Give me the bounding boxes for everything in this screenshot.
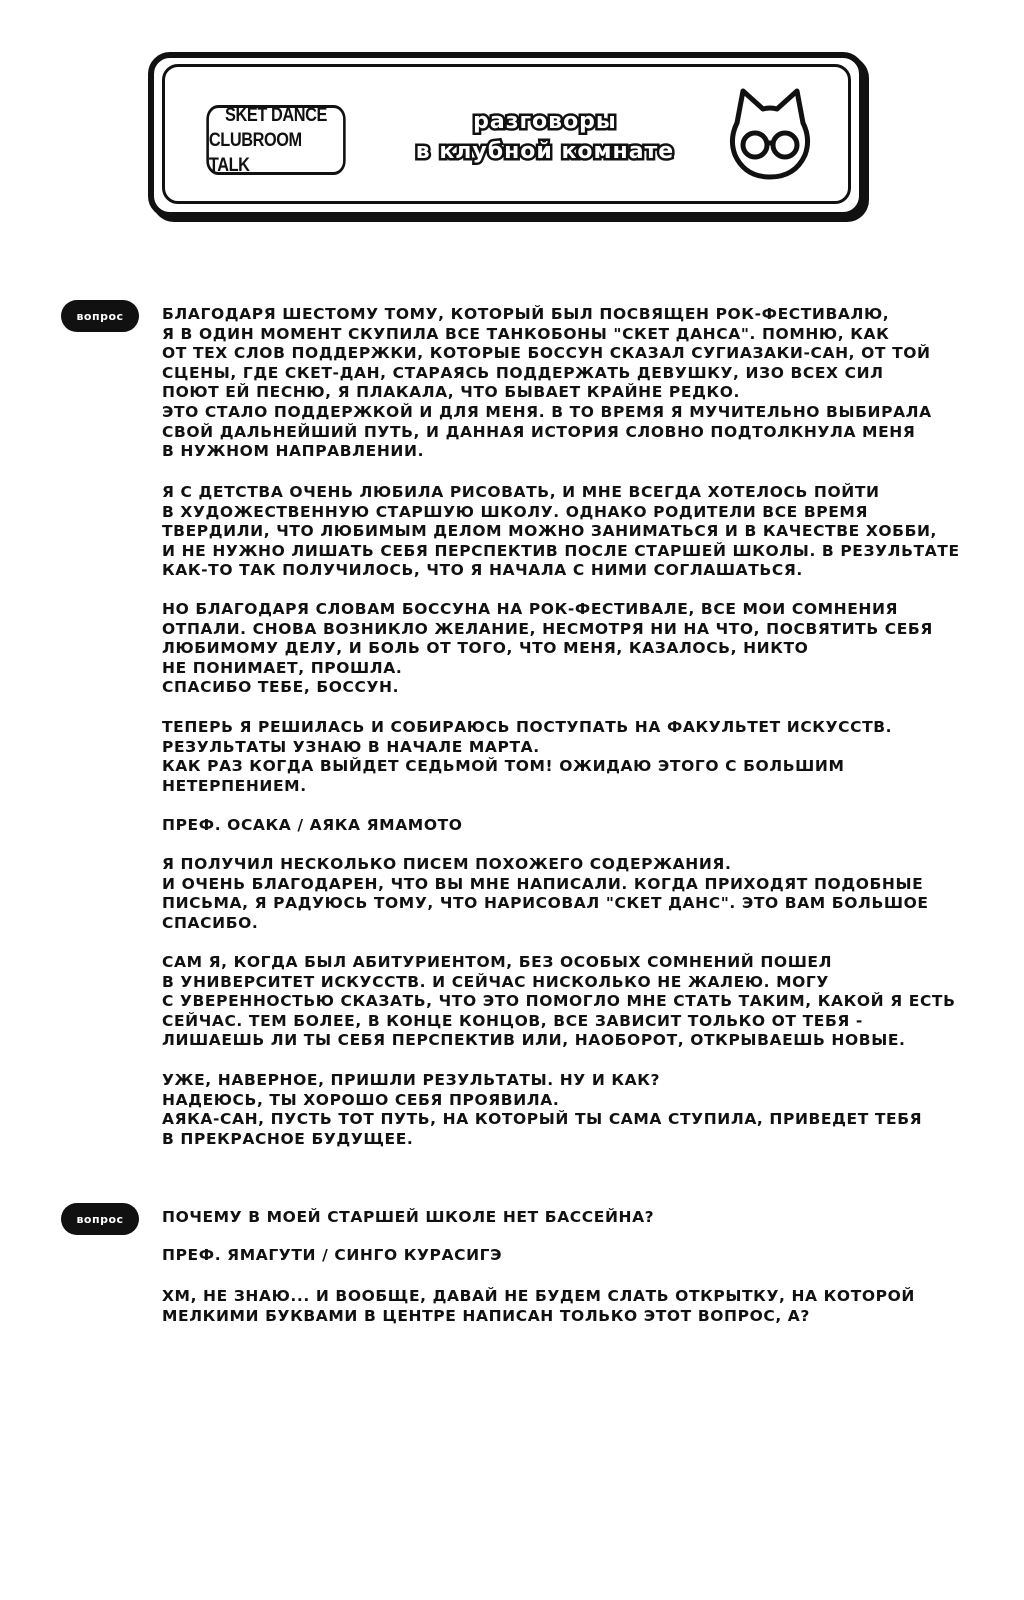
title-line2: в клубной комнате — [415, 139, 675, 164]
reader-letter-p3: НО БЛАГОДАРЯ СЛОВАМ БОССУНА НА РОК-ФЕСТИВАЛЕ, ВСЕ МОИ СОМНЕНИЯ ОТПАЛИ. СНОВА ВОЗНИКЛО ЖЕЛАНИЕ, НЕСМОТРЯ НИ НА ЧТО, ПОСВЯТИТЬ СЕБЯ ЛЮБИМОМУ ДЕЛУ, И БОЛЬ ОТ ТОГО, ЧТО МЕНЯ, КАЗАЛОСЬ, НИКТО НЕ ПОНИМАЕТ, ПРОШЛА. СПАСИБО ТЕБЕ, БОССУН. — [162, 600, 933, 697]
logo-line1: SKET DANCE — [225, 104, 327, 126]
title-line1: разговоры — [473, 109, 617, 134]
header-frame — [148, 52, 865, 218]
letter-author: ПРЕФ. ОСАКА / АЯКА ЯМАМОТО — [162, 816, 463, 834]
cat-glasses-icon — [725, 87, 815, 187]
header-inner-frame — [162, 64, 851, 204]
author-answer-p1: Я ПОЛУЧИЛ НЕСКОЛЬКО ПИСЕМ ПОХОЖЕГО СОДЕРЖАНИЯ. И ОЧЕНЬ БЛАГОДАРЕН, ЧТО ВЫ МНЕ НАПИСАЛИ. КОГДА ПРИХОДЯТ ПОДОБНЫЕ ПИСЬМА, Я РАДУЮСЬ ТОМУ, ЧТО НАРИСОВАЛ "СКЕТ ДАНС". ЭТО ВАМ БОЛЬШОЕ СПАСИБО. — [162, 855, 929, 932]
reader-letter-p1: БЛАГОДАРЯ ШЕСТОМУ ТОМУ, КОТОРЫЙ БЫЛ ПОСВЯЩЕН РОК-ФЕСТИВАЛЮ, Я В ОДИН МОМЕНТ СКУПИЛА ВСЕ ТАНКОБОНЫ "СКЕТ ДАНСА". ПОМНЮ, КАК ОТ ТЕХ СЛОВ ПОДДЕРЖКИ, КОТОРЫЕ БОССУН СКАЗАЛ СУГИАЗАКИ-САН, ОТ ТОЙ СЦЕНЫ, ГДЕ СКЕТ-ДАН, СТАРАЯСЬ ПОДДЕРЖАТЬ ДЕВУШКУ, ИЗО ВСЕХ СИЛ ПОЮТ ЕЙ ПЕСНЮ, Я ПЛАКАЛА, ЧТО БЫВАЕТ КРАЙНЕ РЕДКО. ЭТО СТАЛО ПОДДЕРЖКОЙ И ДЛЯ МЕНЯ. В ТО ВРЕМЯ Я МУЧИТЕЛЬНО ВЫБИРАЛА СВОЙ ДАЛЬНЕЙШИЙ ПУТЬ, И ДАННАЯ ИСТОРИЯ СЛОВНО ПОДТОЛКНУЛА МЕНЯ В НУЖНОМ НАПРАВЛЕНИИ. — [162, 305, 932, 461]
author-answer-p3: УЖЕ, НАВЕРНОЕ, ПРИШЛИ РЕЗУЛЬТАТЫ. НУ И КАК? НАДЕЮСЬ, ТЫ ХОРОШО СЕБЯ ПРОЯВИЛА. АЯКА-САН, ПУСТЬ ТОТ ПУТЬ, НА КОТОРЫЙ ТЫ САМА СТУПИЛА, ПРИВЕДЕТ ТЕБЯ В ПРЕКРАСНОЕ БУДУЩЕЕ. — [162, 1071, 923, 1148]
question-badge: вопрос — [61, 300, 139, 332]
author-answer-p2: САМ Я, КОГДА БЫЛ АБИТУРИЕНТОМ, БЕЗ ОСОБЫХ СОМНЕНИЙ ПОШЕЛ В УНИВЕРСИТЕТ ИСКУССТВ. И СЕЙЧАС НИСКОЛЬКО НЕ ЖАЛЕЮ. МОГУ С УВЕРЕННОСТЬЮ СКАЗАТЬ, ЧТО ЭТО ПОМОГЛО МНЕ СТАТЬ ТАКИМ, КАКОЙ Я ЕСТЬ СЕЙЧАС. ТЕМ БОЛЕЕ, В КОНЦЕ КОНЦОВ, ВСЕ ЗАВИСИТ ТОЛЬКО ОТ ТЕБЯ - ЛИШАЕШЬ ЛИ ТЫ СЕБЯ ПЕРСПЕКТИВ ИЛИ, НАОБОРОТ, ОТКРЫВАЕШЬ НОВЫЕ. — [162, 953, 956, 1050]
reader-letter-p2: Я С ДЕТСТВА ОЧЕНЬ ЛЮБИЛА РИСОВАТЬ, И МНЕ ВСЕГДА ХОТЕЛОСЬ ПОЙТИ В ХУДОЖЕСТВЕННУЮ СТАРШУЮ ШКОЛУ. ОДНАКО РОДИТЕЛИ ВСЕ ВРЕМЯ ТВЕРДИЛИ, ЧТО ЛЮБИМЫМ ДЕЛОМ МОЖНО ЗАНИМАТЬСЯ И В КАЧЕСТВЕ ХОББИ, И НЕ НУЖНО ЛИШАТЬ СЕБЯ ПЕРСПЕКТИВ ПОСЛЕ СТАРШЕЙ ШКОЛЫ. В РЕЗУЛЬТАТЕ КАК-ТО ТАК ПОЛУЧИЛОСЬ, ЧТО Я НАЧАЛА С НИМИ СОГЛАШАТЬСЯ. — [162, 483, 960, 580]
question-badge-2: вопрос — [61, 1203, 139, 1235]
reader-letter-p4: ТЕПЕРЬ Я РЕШИЛАСЬ И СОБИРАЮСЬ ПОСТУПАТЬ НА ФАКУЛЬТЕТ ИСКУССТВ. РЕЗУЛЬТАТЫ УЗНАЮ В НАЧАЛЕ МАРТА. КАК РАЗ КОГДА ВЫЙДЕТ СЕДЬМОЙ ТОМ! ОЖИДАЮ ЭТОГО С БОЛЬШИМ НЕТЕРПЕНИЕМ. — [162, 718, 893, 795]
sket-dance-logo — [206, 105, 345, 175]
logo-line2: CLUBROOM TALK — [208, 129, 302, 176]
reader-question-2: ПОЧЕМУ В МОЕЙ СТАРШЕЙ ШКОЛЕ НЕТ БАССЕЙНА? — [162, 1208, 655, 1226]
letter-author-2: ПРЕФ. ЯМАГУТИ / СИНГО КУРАСИГЭ — [162, 1246, 503, 1264]
author-answer-2: ХМ, НЕ ЗНАЮ... И ВООБЩЕ, ДАВАЙ НЕ БУДЕМ СЛАТЬ ОТКРЫТКУ, НА КОТОРОЙ МЕЛКИМИ БУКВАМИ В ЦЕНТРЕ НАПИСАН ТОЛЬКО ЭТОТ ВОПРОС, А? — [162, 1287, 915, 1325]
page-title — [375, 107, 715, 167]
